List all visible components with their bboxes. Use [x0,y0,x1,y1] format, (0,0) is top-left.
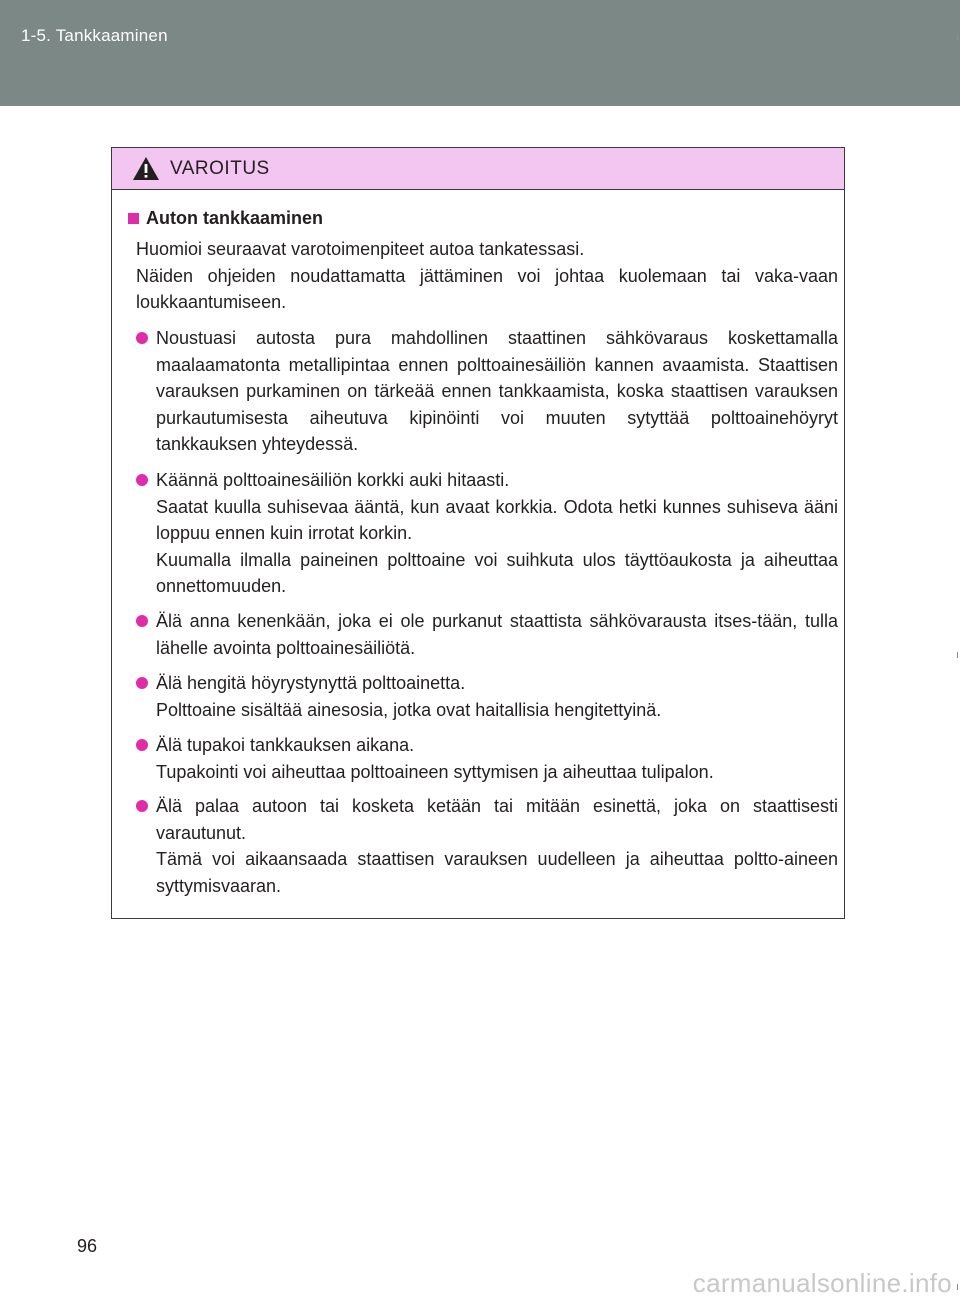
bullet-text: Älä hengitä höyrystynyttä polttoainetta. [156,673,466,693]
bullet-text: Kuumalla ilmalla paineinen polttoaine voi suihkuta ulos täyttöaukosta ja aiheuttaa onnettomuuden. [156,549,838,596]
bullet-text: Käännä polttoainesäiliön korkki auki hitaasti. [156,470,510,490]
bullet-item [136,732,838,785]
bullet-dot-icon [136,739,148,751]
square-bullet-icon [128,213,139,224]
section-title: 1-5. Tankkaaminen [21,26,168,45]
bullet-item [136,608,838,661]
bullet-text: Tupakointi voi aiheuttaa polttoaineen syttymisen ja aiheuttaa tulipalon. [156,761,714,782]
intro-paragraph [136,236,838,316]
intro-line: Näiden ohjeiden noudattamatta jättäminen voi johtaa kuolemaan tai vaka-vaan loukkaantumiseen. [136,265,838,312]
header-band [0,0,960,106]
margin-tick [957,652,958,658]
bullet-dot-icon [136,615,148,627]
warning-header [112,148,844,190]
intro-line: Huomioi seuraavat varotoimenpiteet autoa tankatessasi. [136,239,585,259]
bullet-text: Saatat kuulla suhisevaa ääntä, kun avaat korkkia. Odota hetki kunnes suhiseva ääni loppuu ennen kuin irrotat korkin. [156,496,838,543]
bullet-dot-icon [136,474,148,486]
bullet-dot-icon [136,677,148,689]
warning-triangle-icon [132,156,160,181]
bullet-item [136,670,838,723]
watermark: carmanualsonline.info [692,1268,952,1298]
bullet-text: Noustuasi autosta pura mahdollinen staattinen sähkövaraus koskettamalla maalaamatonta metallipintaa ennen polttoainesäiliön kannen avaamista. Staattisen varauksen purkaminen on tärkeää ennen tankkaamista, koska staattisen varauksen purkautumisesta aiheutuva kipinöinti voi muuten sytyttää polttoainehöyryt tankkauksen yhteydessä. [156,328,838,454]
margin-tick [957,34,958,40]
bullet-text: Tämä voi aikaansaada staattisen varauksen uudelleen ja aiheuttaa poltto-aineen syttymisvaaran. [156,849,838,896]
warning-subheading [128,208,323,229]
bullet-dot-icon [136,332,148,344]
bullet-text: Älä tupakoi tankkauksen aikana. [156,735,415,755]
warning-label: VAROITUS [170,158,270,179]
bullet-item [136,467,838,600]
bullet-text: Polttoaine sisältää ainesosia, jotka ovat haitallisia hengitettyinä. [156,699,662,720]
margin-tick [957,1284,958,1290]
subheading-text: Auton tankkaaminen [146,208,324,228]
bullet-item [136,325,838,458]
bullet-text: Älä anna kenenkään, joka ei ole purkanut staattista sähkövarausta itses-tään, tulla lähelle avointa polttoainesäiliötä. [156,611,838,658]
bullet-dot-icon [136,800,148,812]
bullet-text: Älä palaa autoon tai kosketa ketään tai mitään esinettä, joka on staattisesti varautunut. [156,796,838,843]
warning-box [111,147,845,919]
page-number: 96 [77,1236,98,1256]
bullet-item [136,793,838,899]
